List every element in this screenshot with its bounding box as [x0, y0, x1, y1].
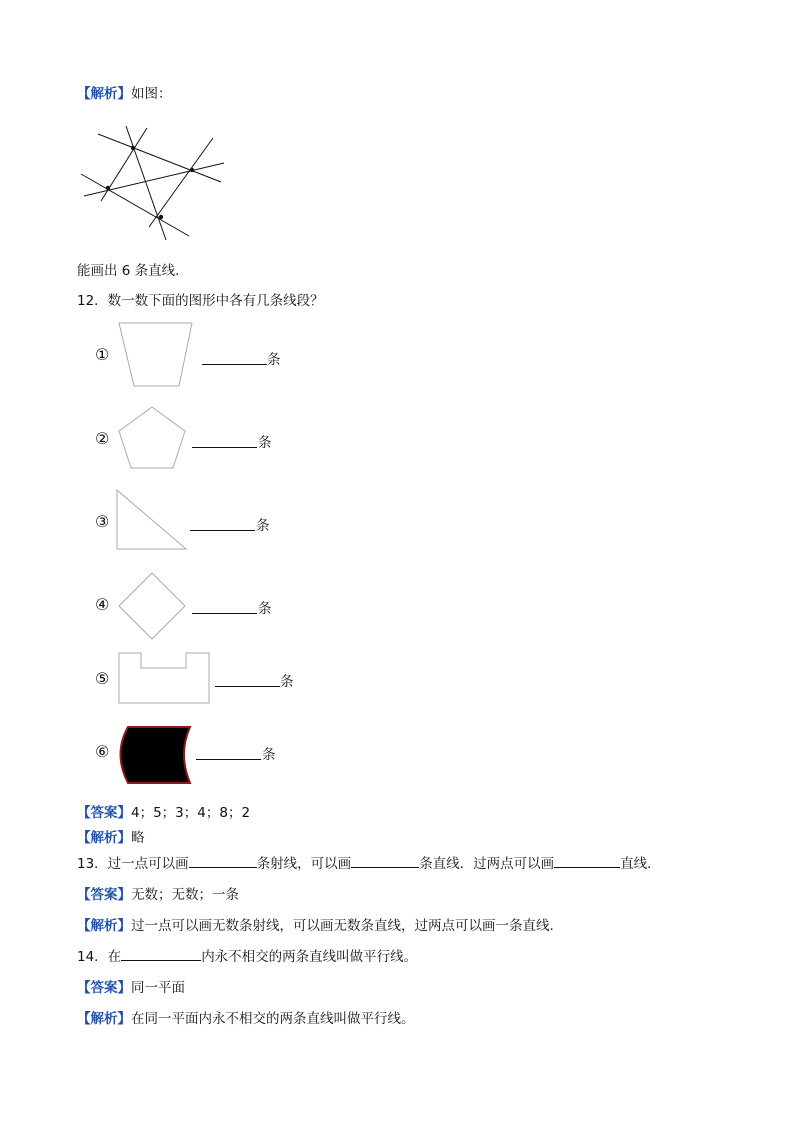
- item-2-number: ②: [95, 429, 110, 448]
- analysis-text: 略: [131, 830, 145, 846]
- q11-conclusion: 能画出 6 条直线.: [77, 263, 180, 279]
- q14-part2: 内永不相交的两条直线叫做平行线。: [201, 949, 418, 965]
- q14-analysis: [77, 1007, 415, 1027]
- q13-blank-3[interactable]: [554, 866, 620, 868]
- q14-stem: [77, 945, 417, 965]
- item-5-number: ⑤: [95, 669, 110, 688]
- q13-part3: 条直线．过两点可以画: [419, 856, 555, 872]
- q13-part4: 直线．: [620, 856, 661, 872]
- q14-blank[interactable]: [121, 959, 201, 961]
- q13-blank-2[interactable]: [351, 866, 419, 868]
- answer-text: 同一平面: [131, 980, 185, 996]
- q13-part1: 13．过一点可以画: [77, 856, 189, 872]
- analysis-tag: 【解析】: [77, 1011, 131, 1027]
- item-6-unit: 条: [262, 747, 276, 763]
- q12-analysis: [77, 826, 145, 846]
- q13-part2: 条射线，可以画: [256, 856, 352, 872]
- q14-part1: 14．在: [77, 949, 122, 965]
- item-1-number: ①: [95, 345, 110, 364]
- answer-tag: 【答案】: [77, 980, 131, 996]
- q12-answer: [77, 801, 250, 821]
- item-3-number: ③: [95, 512, 110, 531]
- answer-text: 无数；无数；一条: [131, 887, 239, 903]
- item-3-unit: 条: [256, 518, 270, 534]
- answer-tag: 【答案】: [77, 887, 131, 903]
- q13-stem: [77, 852, 661, 872]
- answer-tag: 【答案】: [77, 805, 131, 821]
- analysis-tag: 【解析】: [77, 830, 131, 846]
- item-5-unit: 条: [280, 674, 294, 690]
- q13-analysis: [77, 914, 554, 934]
- item-6-number: ⑥: [95, 742, 110, 761]
- analysis-text: 如图：: [131, 86, 172, 102]
- analysis-tag: 【解析】: [77, 918, 131, 934]
- item-4-number: ④: [95, 595, 110, 614]
- analysis-text: 在同一平面内永不相交的两条直线叫做平行线。: [131, 1011, 415, 1027]
- q14-answer: [77, 976, 185, 996]
- item-4-unit: 条: [258, 601, 272, 617]
- item-6-blank[interactable]: [196, 759, 261, 760]
- item-2-unit: 条: [258, 435, 272, 451]
- q13-blank-1[interactable]: [189, 866, 257, 868]
- answer-text: 4；5；3；4；8；2: [131, 805, 251, 821]
- analysis-text: 过一点可以画无数条射线，可以画无数条直线，过两点可以画一条直线.: [131, 918, 554, 934]
- item-1-unit: 条: [267, 352, 281, 368]
- q12-stem: 12．数一数下面的图形中各有几条线段？: [77, 293, 324, 309]
- analysis-tag: 【解析】: [77, 86, 131, 102]
- q13-answer: [77, 883, 239, 903]
